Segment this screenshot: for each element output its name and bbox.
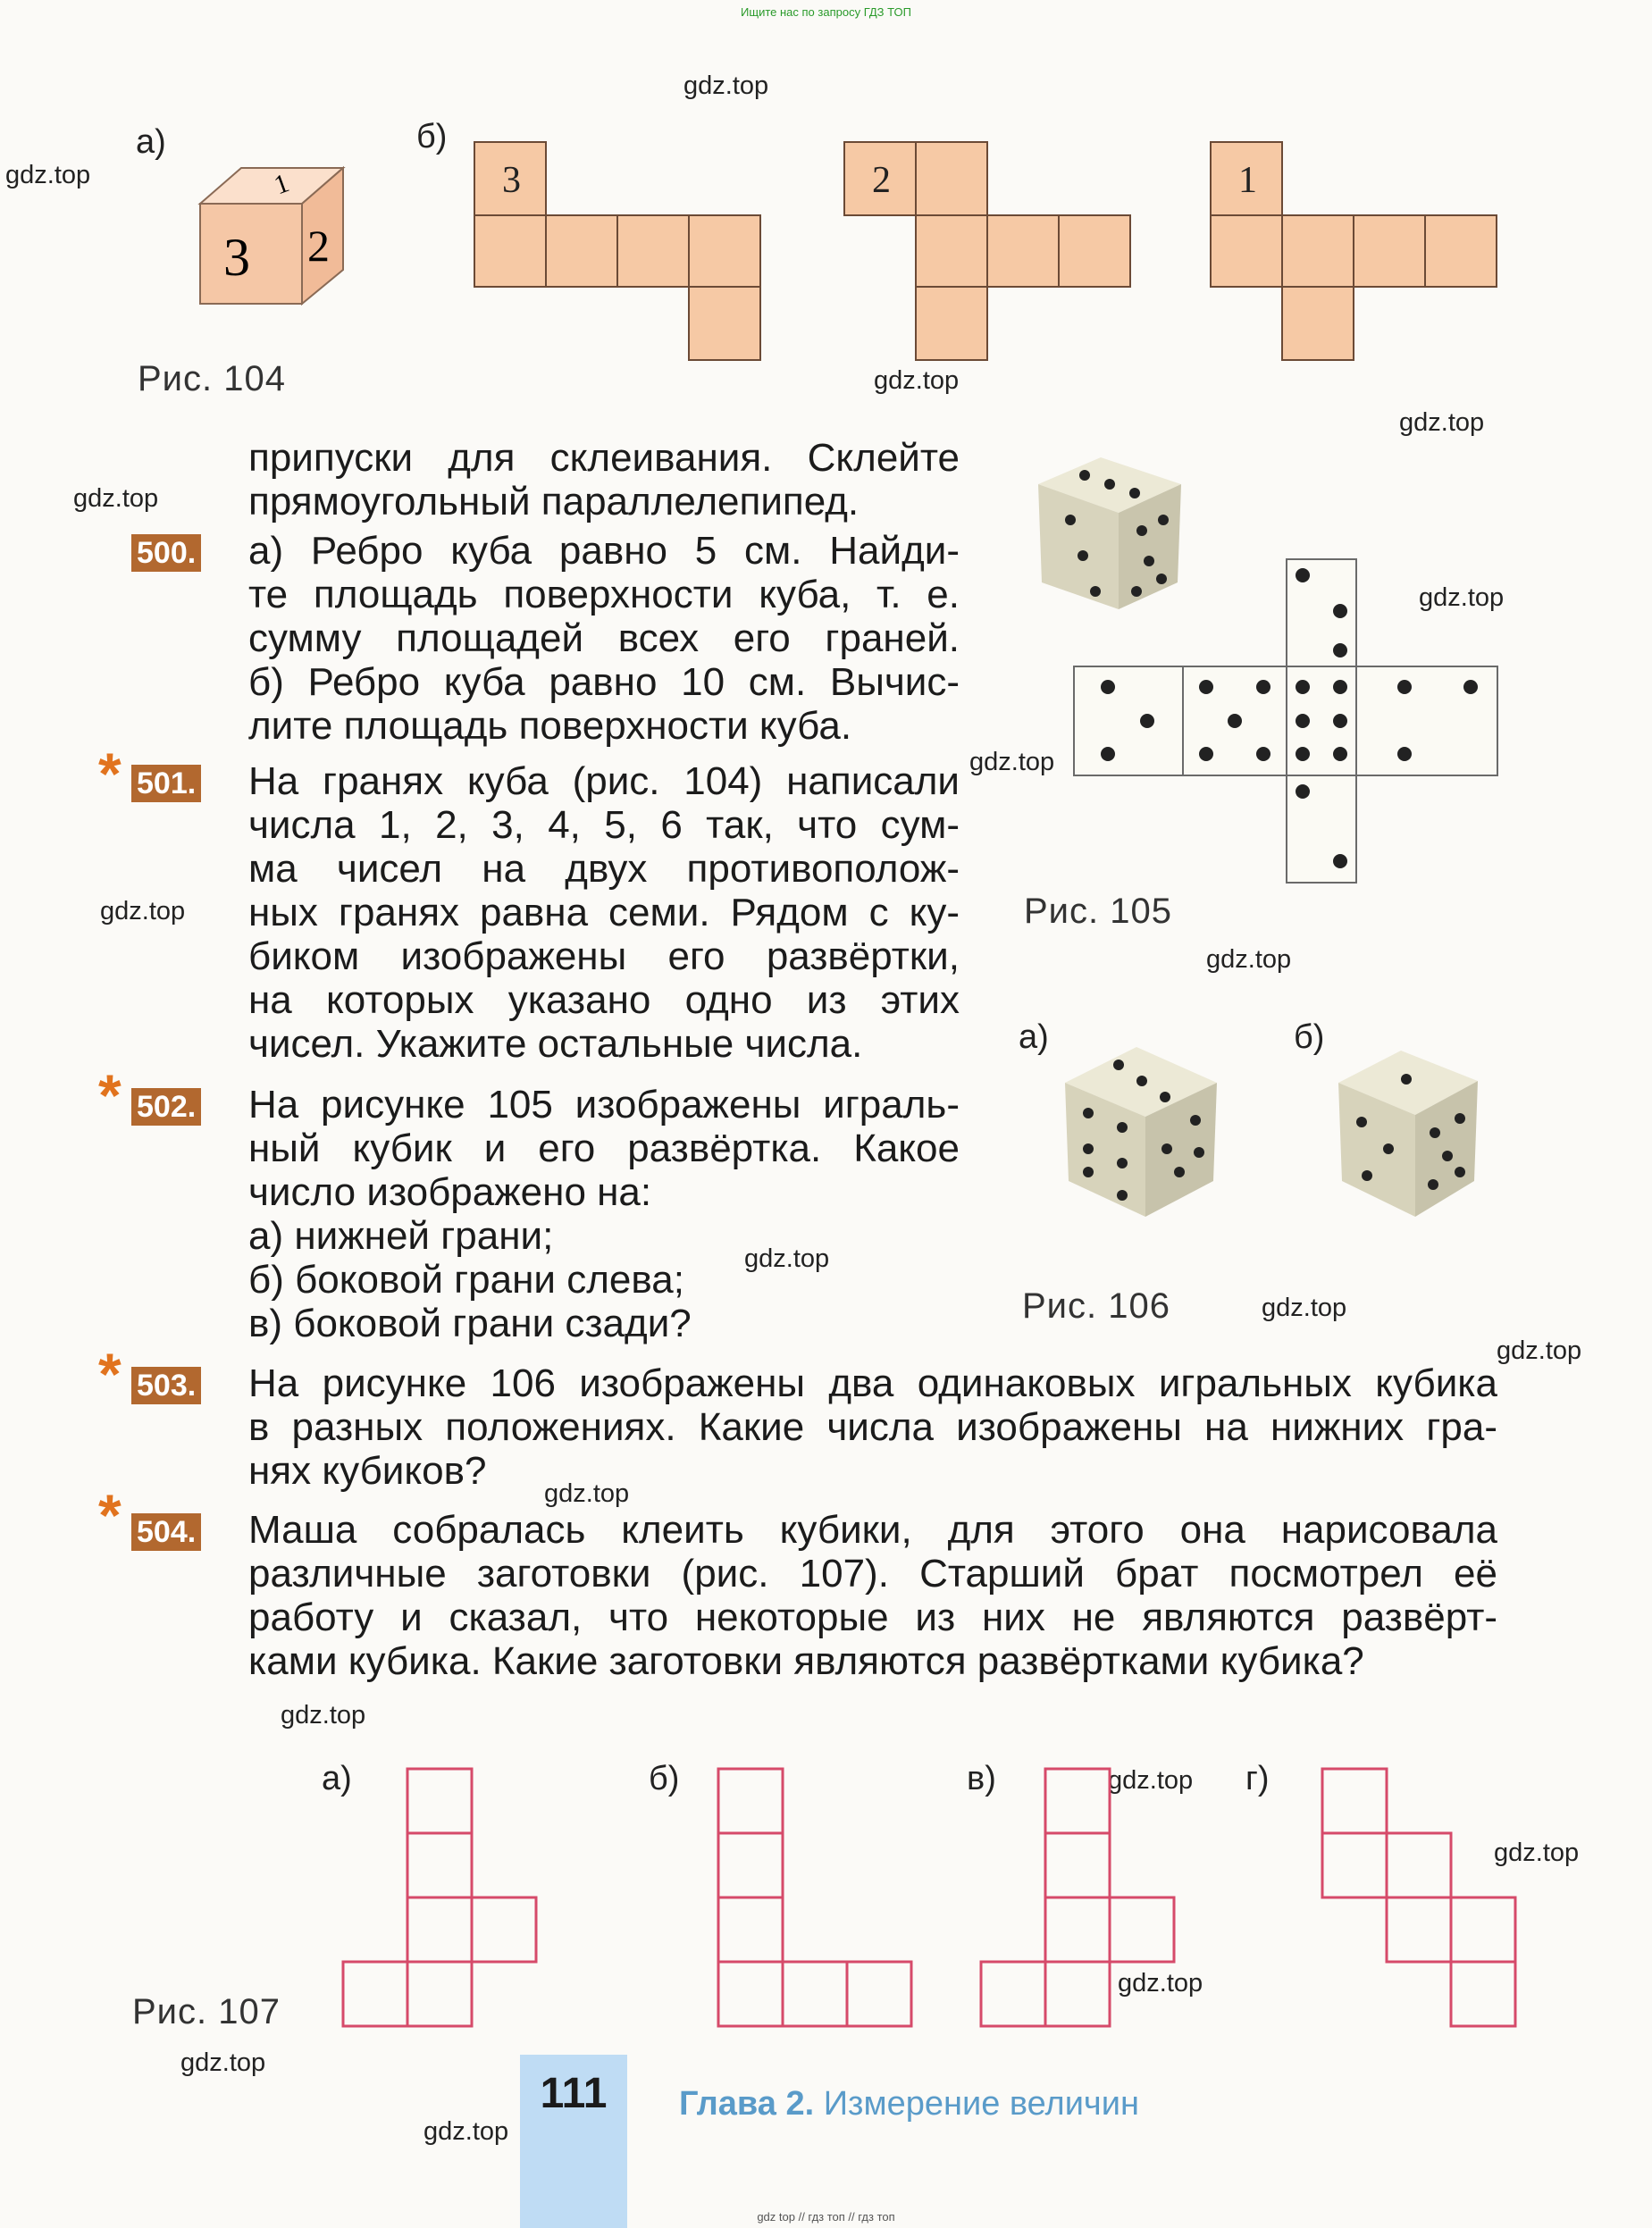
page-number: 111 (540, 2070, 608, 2117)
watermark: gdz.top (1494, 1839, 1580, 1867)
text-line: ма чисел на двух противополож- (248, 847, 960, 891)
watermark: gdz.top (1118, 1969, 1203, 1998)
problem-number-502: 502. (131, 1088, 201, 1126)
text-line: На рисунке 106 изображены два одинаковых игральных кубика (248, 1361, 1497, 1405)
text-line: Маша собралась клеить кубики, для этого она нарисовала (248, 1508, 1497, 1552)
text-line: а) нижней грани; (248, 1214, 554, 1258)
problem-number-503: 503. (131, 1367, 201, 1404)
fig107-caption: Рис. 107 (132, 1992, 281, 2031)
text-line: различные заготовки (рис. 107). Старший брат посмотрел её (248, 1552, 1497, 1596)
star-icon: * (98, 1062, 122, 1128)
die-net (1072, 557, 1501, 884)
watermark: gdz.top (1497, 1336, 1582, 1365)
watermark: gdz.top (544, 1479, 630, 1508)
fig107-label-v: в) (967, 1760, 996, 1797)
cube-illustration (191, 159, 352, 320)
fig104-label-b: б) (416, 118, 448, 155)
fig106-label-b: б) (1294, 1018, 1325, 1056)
die-photo-b (1326, 1042, 1487, 1220)
watermark: gdz.top (969, 748, 1055, 776)
text-line: работу и сказал, что некоторые из них не являются развёрт- (248, 1596, 1497, 1639)
problem-number-501: 501. (131, 765, 201, 802)
fig104-caption: Рис. 104 (138, 359, 286, 398)
watermark: gdz.top (1399, 408, 1485, 437)
net1-square (688, 286, 761, 361)
net1-number: 3 (502, 160, 521, 201)
net1-square (545, 214, 618, 288)
text-line: а) Ребро куба равно 5 см. Найди- (248, 529, 960, 573)
net2-square (915, 214, 988, 288)
problem-503-text (248, 1361, 1497, 1493)
fig106-label-a: а) (1019, 1018, 1049, 1056)
fig107-nets (340, 1767, 1528, 2035)
net3-square (1210, 141, 1283, 216)
net3-square (1353, 214, 1426, 288)
text-line: б) Ребро куба равно 10 см. Вычис- (248, 660, 960, 704)
net3-square (1210, 214, 1283, 288)
text-line: числа 1, 2, 3, 4, 5, 6 так, что сум- (248, 803, 960, 847)
problem-number-504: 504. (131, 1513, 201, 1551)
watermark: gdz.top (744, 1244, 830, 1273)
watermark: gdz.top (1419, 583, 1505, 612)
net2-square (1058, 214, 1131, 288)
watermark: gdz.top (1206, 945, 1292, 974)
net2-square (915, 286, 988, 361)
net1-square (474, 141, 547, 216)
intro-text (248, 436, 960, 523)
text-line: нях кубиков? (248, 1449, 487, 1493)
fig104-label-a: а) (136, 123, 166, 161)
fig107-label-g: г) (1245, 1760, 1270, 1797)
star-icon: * (98, 741, 122, 807)
chapter-title (679, 2085, 1139, 2123)
fig107-label-b: б) (649, 1760, 680, 1797)
watermark: gdz.top (73, 484, 159, 513)
star-icon: * (98, 1482, 122, 1548)
text-line: б) боковой грани слева; (248, 1258, 684, 1302)
watermark: gdz.top (100, 897, 186, 926)
text-line: в разных положениях. Какие числа изображены на нижних гра- (248, 1405, 1497, 1449)
watermark: gdz.top (180, 2048, 266, 2077)
watermark: gdz.top (423, 2117, 509, 2146)
text-line: припуски для склеивания. Склейте (248, 436, 960, 480)
net1-square (616, 214, 690, 288)
text-line: ных гранях равна семи. Рядом с ку- (248, 891, 960, 934)
watermark: gdz.top (1262, 1294, 1347, 1322)
text-line: На рисунке 105 изображены играль- (248, 1083, 960, 1127)
chapter-name: Измерение величин (823, 2085, 1139, 2123)
net1-square (474, 214, 547, 288)
text-line: число изображено на: (248, 1170, 652, 1214)
watermark: gdz.top (5, 161, 91, 189)
cube-front-face: 3 (223, 228, 250, 287)
net3-square (1281, 214, 1354, 288)
problem-501-text (248, 759, 960, 1066)
cube-side-face: 2 (307, 221, 330, 271)
net2-number: 2 (872, 160, 891, 201)
text-line: в) боковой грани сзади? (248, 1302, 692, 1345)
problem-504-text (248, 1508, 1497, 1683)
fig105-caption: Рис. 105 (1024, 892, 1172, 931)
problem-502-text (248, 1083, 960, 1345)
chapter-number: Глава 2. (679, 2085, 815, 2123)
text-line: чисел. Укажите остальные числа. (248, 1022, 863, 1066)
watermark: gdz.top (1108, 1766, 1194, 1795)
net1-square (688, 214, 761, 288)
net2-square (986, 214, 1060, 288)
watermark: gdz.top (683, 71, 769, 100)
net2-square (843, 141, 917, 216)
text-line: на которых указано одно из этих (248, 978, 960, 1022)
fig107-label-a: а) (322, 1760, 352, 1797)
problem-number-500: 500. (131, 534, 201, 572)
text-line: На гранях куба (рис. 104) написали (248, 759, 960, 803)
die-photo-a (1047, 1038, 1235, 1226)
text-line: прямоугольный параллелепипед. (248, 480, 860, 523)
text-line: ный кубик и его развёртка. Какое (248, 1127, 960, 1170)
text-line: биком изображены его развёртки, (248, 934, 960, 978)
net2-square (915, 141, 988, 216)
bottom-note: gdz top // гдз топ // гдз топ (757, 2210, 895, 2224)
net3-number: 1 (1238, 160, 1257, 201)
net3-square (1424, 214, 1497, 288)
top-note: Ищите нас по запросу ГДЗ ТОП (741, 5, 911, 19)
fig106-caption: Рис. 106 (1022, 1286, 1170, 1326)
text-line: те площадь поверхности куба, т. е. (248, 573, 960, 616)
text-line: лите площадь поверхности куба. (248, 704, 852, 748)
cube-top-face: 1 (270, 168, 293, 201)
star-icon: * (98, 1341, 122, 1407)
net3-square (1281, 286, 1354, 361)
text-line: сумму площадей всех его граней. (248, 616, 960, 660)
watermark: gdz.top (874, 366, 960, 395)
watermark: gdz.top (281, 1701, 366, 1730)
problem-500-text (248, 529, 960, 748)
text-line: ками кубика. Какие заготовки являются развёртками кубика? (248, 1639, 1364, 1683)
